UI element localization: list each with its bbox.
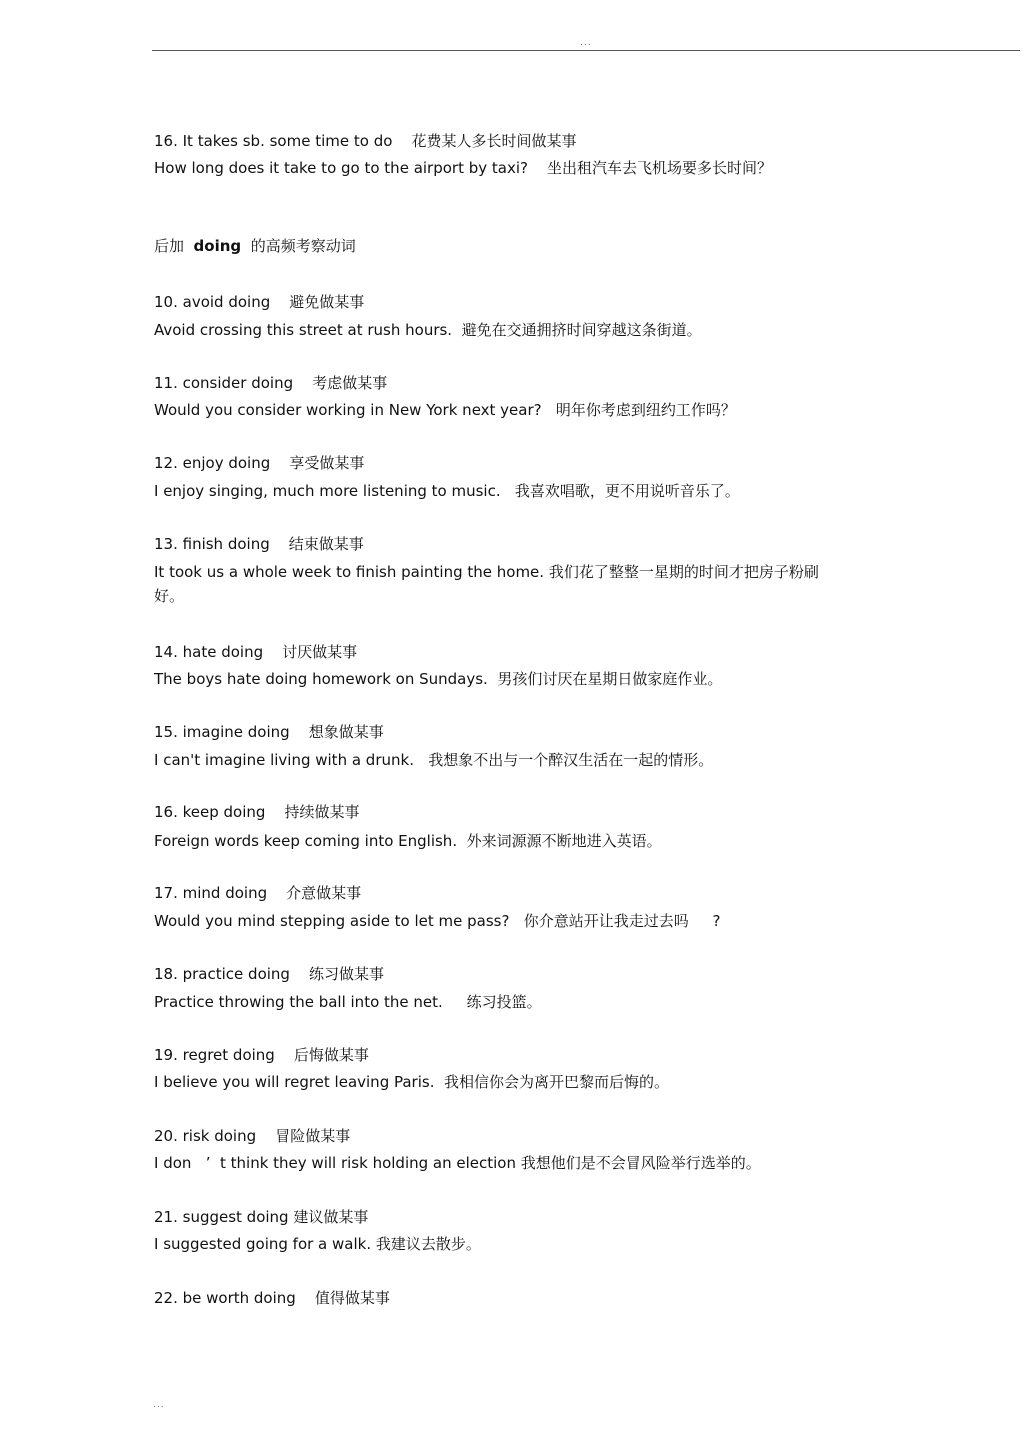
- entry-title: 18. practice doing 练习做某事: [154, 965, 385, 983]
- section-keyword: doing: [193, 237, 242, 255]
- entry-example: Would you mind stepping aside to let me pass? 你介意站开让我走过去吗 ?: [154, 912, 721, 930]
- entry-title: 22. be worth doing 值得做某事: [154, 1289, 390, 1307]
- footer-mark: ...: [153, 1400, 165, 1410]
- entry-title: 16. keep doing 持续做某事: [154, 803, 360, 821]
- entry-title: 11. consider doing 考虑做某事: [154, 374, 388, 392]
- entry-example: I suggested going for a walk. 我建议去散步。: [154, 1235, 481, 1253]
- entry-example: Foreign words keep coming into English. 外来词源源不断地进入英语。: [154, 832, 662, 850]
- header-rule: [152, 50, 1020, 51]
- entry-title: 17. mind doing 介意做某事: [154, 884, 362, 902]
- header-mark: ...: [580, 38, 592, 48]
- entry-title: 12. enjoy doing 享受做某事: [154, 454, 365, 472]
- entry-example: Would you consider working in New York next year? 明年你考虑到纽约工作吗？: [154, 401, 736, 419]
- entry-example: Practice throwing the ball into the net. 练习投篮。: [154, 993, 542, 1011]
- entry-example: I believe you will regret leaving Paris. 我相信你会为离开巴黎而后悔的。: [154, 1073, 669, 1091]
- entry-example: I can't imagine living with a drunk. 我想象不出与一个醉汉生活在一起的情形。: [154, 751, 714, 769]
- intro-example: How long does it take to go to the airport by taxi? 坐出租汽车去飞机场要多长时间？: [154, 159, 773, 177]
- section-prefix: 后加: [154, 237, 194, 255]
- entry-title: 14. hate doing 讨厌做某事: [154, 643, 358, 661]
- entry-title: 21. suggest doing 建议做某事: [154, 1208, 369, 1226]
- entry-title: 20. risk doing 冒险做某事: [154, 1127, 351, 1145]
- entry-title: 13. finish doing 结束做某事: [154, 535, 364, 553]
- entry-example: I don ’ t think they will risk holding an election 我想他们是不会冒风险举行选举的。: [154, 1154, 761, 1172]
- entry-example: I enjoy singing, much more listening to music. 我喜欢唱歌，更不用说听音乐了。: [154, 482, 740, 500]
- entry-example: It took us a whole week to finish painting the home. 我们花了整整一星期的时间才把房子粉刷好。: [154, 563, 819, 605]
- entry-title: 10. avoid doing 避免做某事: [154, 293, 365, 311]
- entry-title: 19. regret doing 后悔做某事: [154, 1046, 369, 1064]
- intro-title: 16. It takes sb. some time to do 花费某人多长时间做某事: [154, 132, 577, 150]
- section-heading: [154, 236, 356, 256]
- entry-example: The boys hate doing homework on Sundays. 男孩们讨厌在星期日做家庭作业。: [154, 670, 723, 688]
- entry-title: 15. imagine doing 想象做某事: [154, 723, 384, 741]
- section-suffix: 的高频考察动词: [241, 237, 356, 255]
- entry-example: Avoid crossing this street at rush hours. 避免在交通拥挤时间穿越这条街道。: [154, 321, 702, 339]
